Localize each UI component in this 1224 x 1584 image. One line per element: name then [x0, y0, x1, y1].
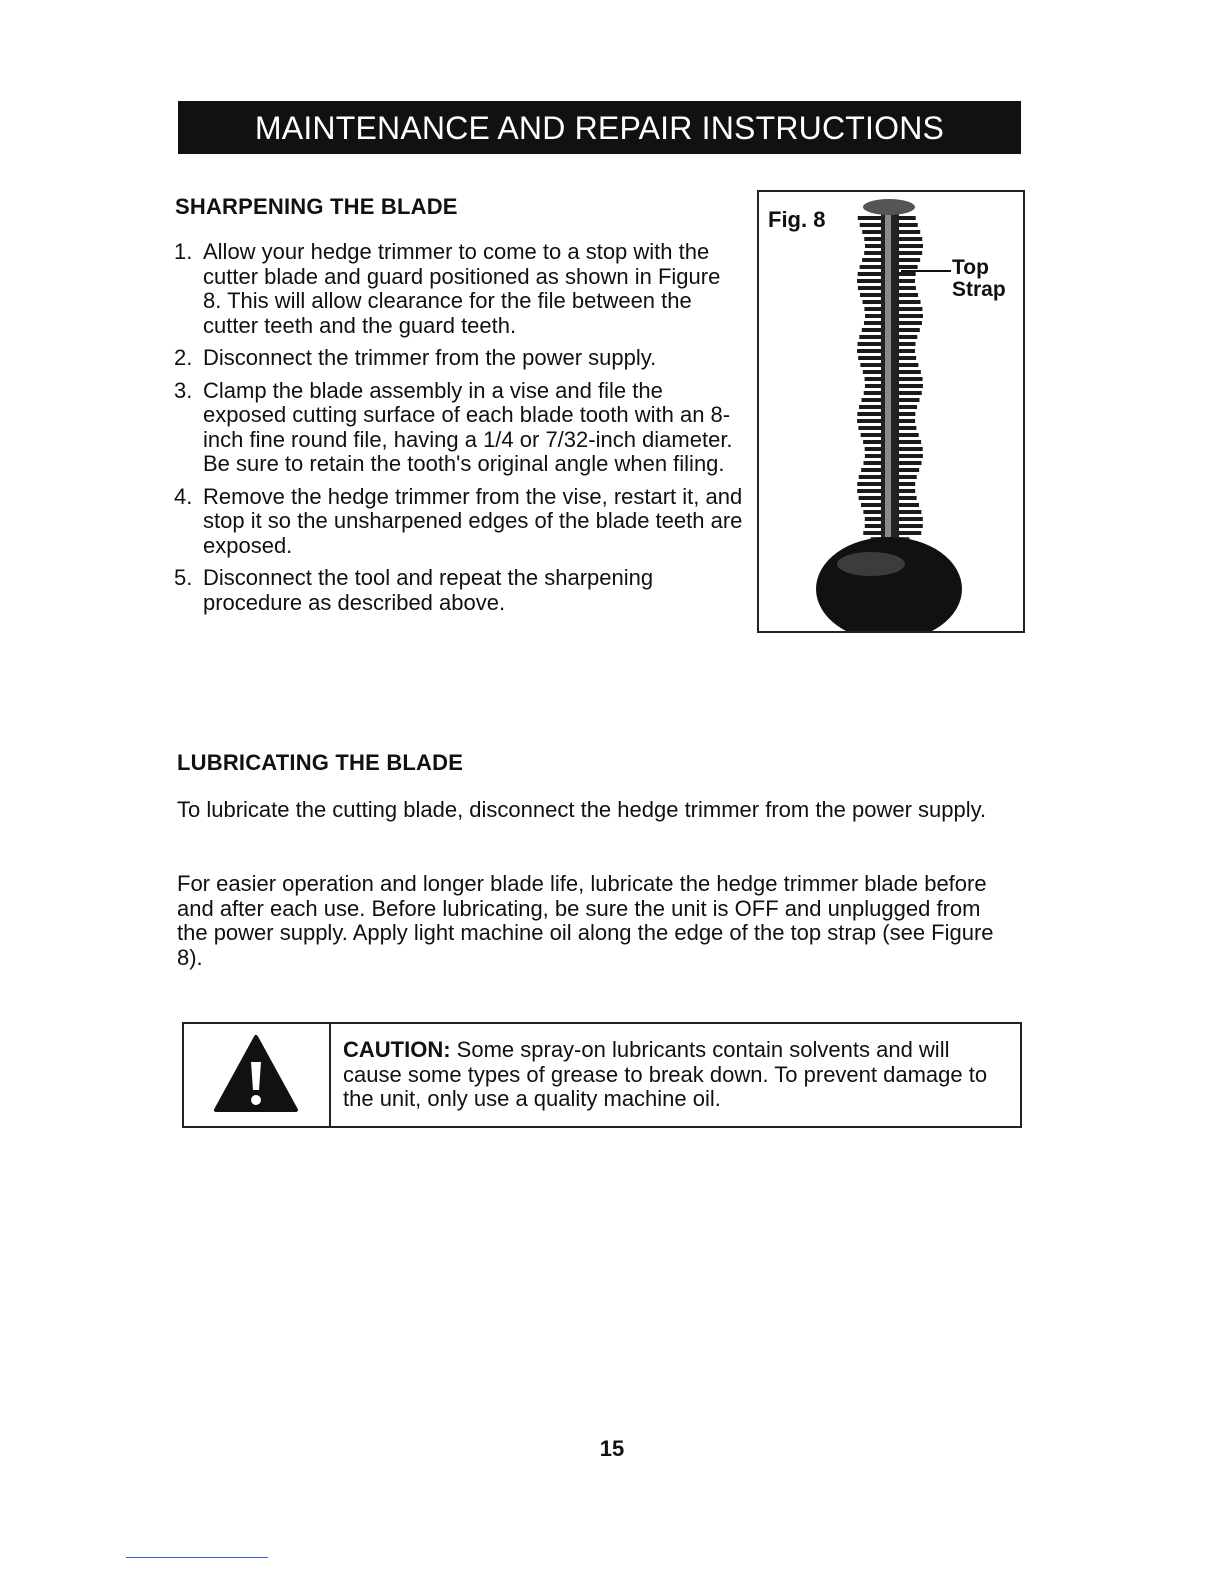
trimmer-housing — [816, 537, 962, 631]
step-number: 3. — [174, 377, 193, 403]
step-text: Clamp the blade assembly in a vise and file the exposed cutting surface of each blade tooth with an 8-inch fine round file, having a 1/4 or 7/32-inch diameter. Be sure to retain the tooth's original angle when filing. — [203, 377, 733, 476]
callout-line-2: Strap — [952, 278, 1006, 301]
page-title: MAINTENANCE AND REPAIR INSTRUCTIONS — [254, 110, 945, 146]
page-number: 15 — [599, 1436, 625, 1461]
top-strap-callout — [952, 257, 1006, 301]
figure-label: Fig. 8 — [768, 207, 826, 232]
step-number: 1. — [174, 239, 193, 264]
warning-triangle-icon — [184, 1024, 329, 1126]
caution-message: Some spray-on lubricants contain solvents and will cause some types of grease to break down. To prevent damage to the unit, only use a quality machine oil. — [343, 1037, 988, 1111]
caution-icon-cell — [184, 1024, 331, 1126]
page-title-bar — [178, 101, 1021, 154]
list-item — [174, 240, 744, 338]
step-number: 2. — [174, 345, 193, 370]
section-heading-lubricating: LUBRICATING THE BLADE — [177, 750, 464, 775]
caution-box — [182, 1022, 1022, 1128]
list-item — [174, 346, 744, 371]
caution-text-block — [343, 1038, 1003, 1112]
step-text: Disconnect the trimmer from the power supply. — [203, 345, 657, 370]
callout-line-1: Top — [952, 256, 989, 279]
step-number: 4. — [174, 483, 193, 509]
step-text: Allow your hedge trimmer to come to a stop with the cutter blade and guard positioned as shown in Figure 8. This will allow clearance for the file between the cutter teeth and the guard teeth. — [203, 239, 721, 338]
figure-8 — [757, 190, 1025, 633]
lubricating-paragraph-2: For easier operation and longer blade life, lubricate the hedge trimmer blade before and after each use. Before lubricating, be sure the unit is OFF and unplugged from the power supply. Apply light machine oil along the edge of the top strap (see Figure 8). — [177, 871, 994, 970]
caution-label: CAUTION: — [343, 1037, 451, 1062]
step-text: Disconnect the tool and repeat the sharpening procedure as described above. — [203, 565, 654, 615]
list-item — [174, 379, 744, 477]
step-text: Remove the hedge trimmer from the vise, restart it, and stop it so the unsharpened edges of the blade teeth are exposed. — [203, 483, 743, 558]
footer-rule — [126, 1557, 268, 1558]
strap-highlight — [885, 202, 891, 552]
blade-tip — [863, 199, 915, 215]
list-item — [174, 485, 744, 559]
list-item — [174, 566, 744, 615]
step-number: 5. — [174, 565, 193, 590]
sharpening-steps-list — [174, 240, 744, 623]
section-heading-sharpening: SHARPENING THE BLADE — [175, 194, 458, 219]
housing-highlight — [837, 552, 905, 576]
lubricating-paragraph-1: To lubricate the cutting blade, disconnect the hedge trimmer from the power supply. — [177, 797, 987, 822]
